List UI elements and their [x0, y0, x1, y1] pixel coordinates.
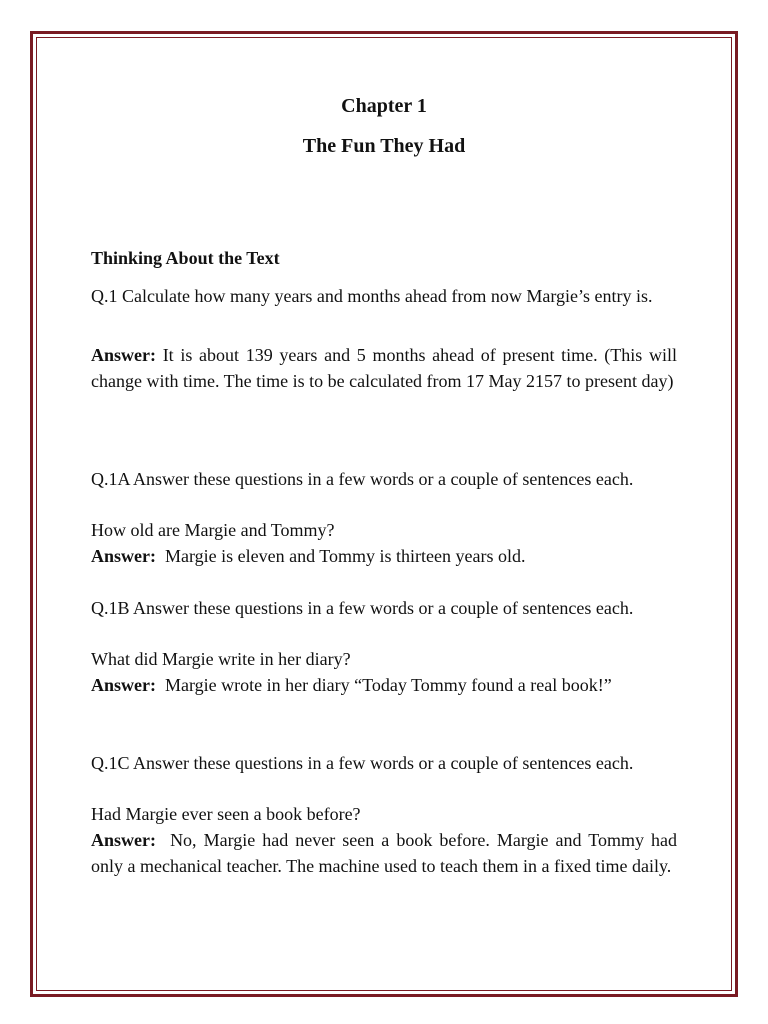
answer-text: Margie is eleven and Tommy is thirteen years old. [165, 546, 526, 566]
question-q1a: Q.1A Answer these questions in a few words or a couple of sentences each. [91, 469, 634, 489]
answer-label: Answer: [91, 830, 156, 850]
story-title: The Fun They Had [302, 135, 466, 157]
section-heading: Thinking About the Text [91, 248, 280, 268]
subquestion-q1c: Had Margie ever seen a book before? [91, 804, 361, 824]
question-q1: Q.1 Calculate how many years and months ahead from now Margie’s entry is. [91, 286, 653, 306]
chapter-heading: Chapter 1 [341, 95, 427, 117]
answer-text: Margie wrote in her diary “Today Tommy found a real book!” [165, 675, 612, 695]
answer-label: Answer: [91, 345, 156, 365]
answer-label: Answer: [91, 546, 156, 566]
answer-q1c [91, 828, 677, 879]
answer-text: No, Margie had never seen a book before. Margie and Tommy had only a mechanical teacher. The machine used to teach them in a fixed time daily. [91, 830, 677, 876]
answer-q1a [91, 544, 677, 570]
answer-q1 [91, 343, 677, 394]
subquestion-q1a: How old are Margie and Tommy? [91, 520, 335, 540]
subquestion-q1b: What did Margie write in her diary? [91, 649, 351, 669]
answer-q1b [91, 673, 677, 699]
answer-label: Answer: [91, 675, 156, 695]
question-q1c: Q.1C Answer these questions in a few words or a couple of sentences each. [91, 753, 634, 773]
answer-text: It is about 139 years and 5 months ahead of present time. (This will change with time. The time is to be calculated from 17 May 2157 to present day) [91, 345, 677, 391]
question-q1b: Q.1B Answer these questions in a few words or a couple of sentences each. [91, 598, 634, 618]
